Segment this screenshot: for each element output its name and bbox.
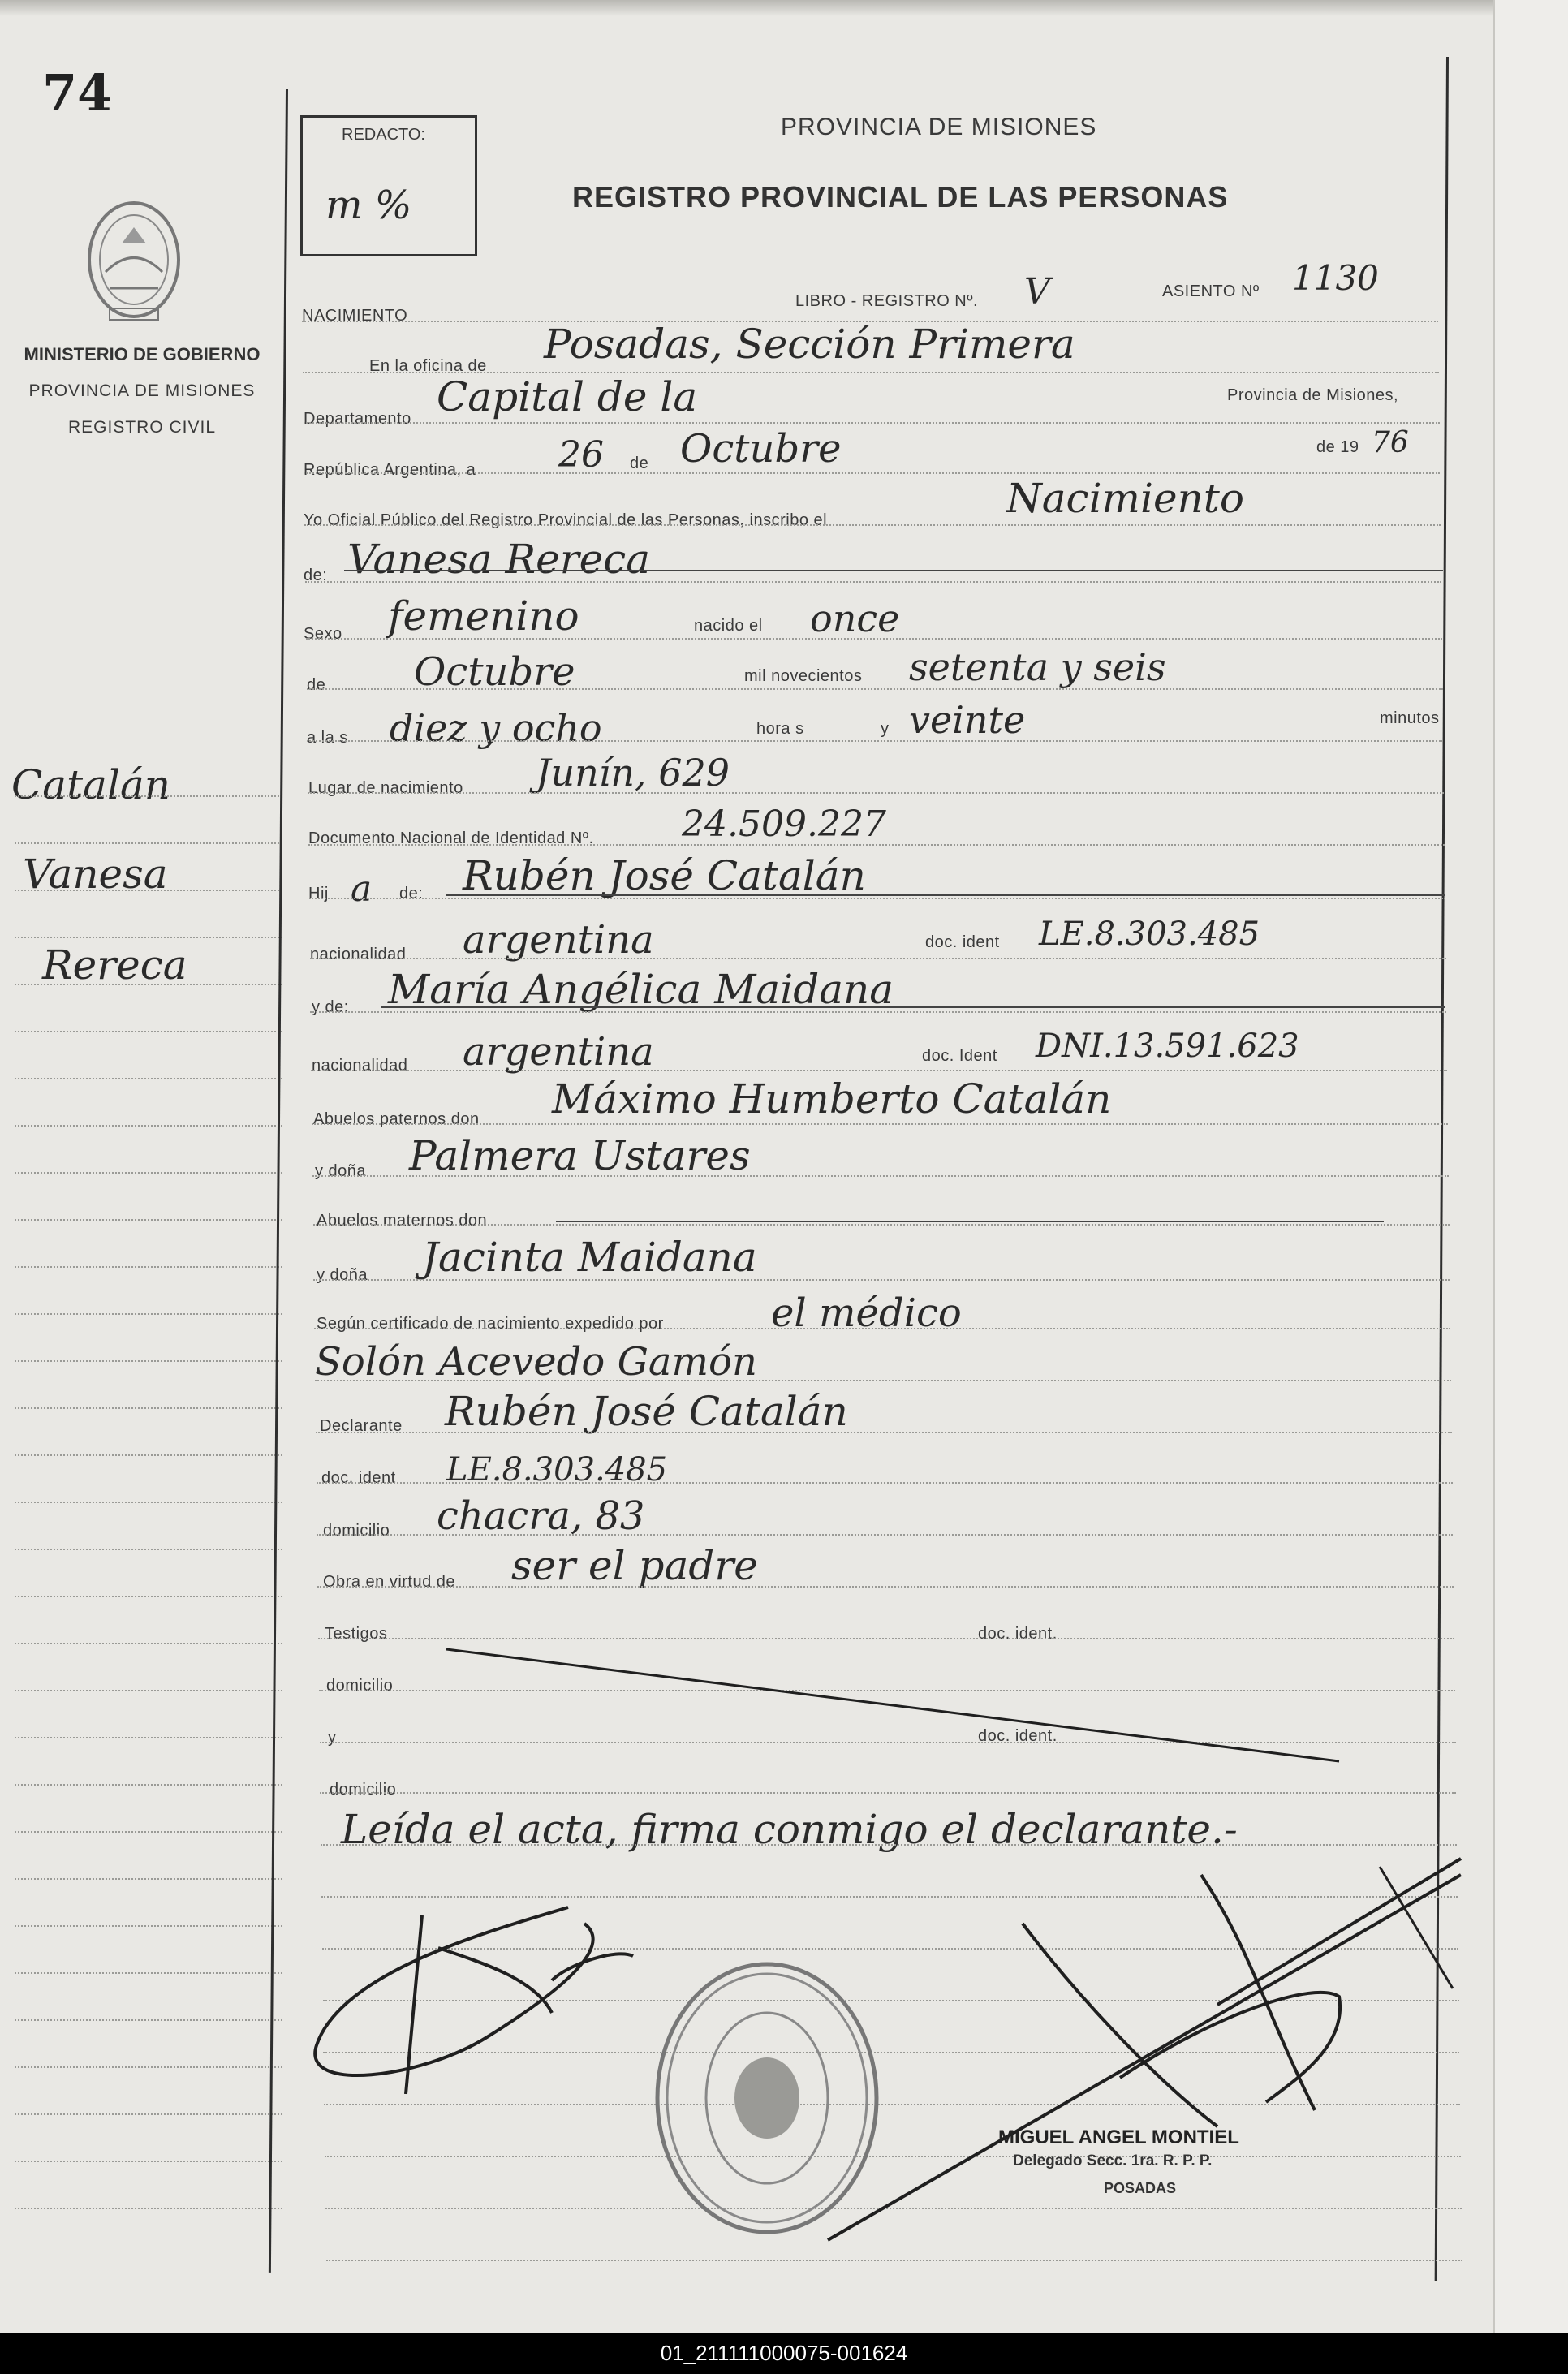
margin-name-second: Rereca [42, 941, 187, 989]
department-label: Departamento [304, 410, 411, 428]
mother-doc-value: DNI.13.591.623 [1036, 1028, 1299, 1065]
segun-value: el médico [771, 1290, 962, 1336]
domicilio-value: chacra, 83 [437, 1493, 645, 1539]
father-nationality-value: argentina [463, 917, 654, 963]
hour-value: diez y ocho [390, 706, 602, 750]
republic-label: República Argentina, a [304, 461, 476, 479]
office-label: En la oficina de [369, 357, 487, 375]
ministry-label: MINISTERIO DE GOBIERNO [24, 344, 261, 364]
dni-label: Documento Nacional de Identidad Nº. [308, 829, 594, 847]
de2-label: de: [304, 567, 328, 584]
father-nationality-label: nacionalidad [310, 946, 407, 963]
official-name: MIGUEL ANGEL MONTIEL [998, 2126, 1239, 2148]
redacto-initials: m % [325, 183, 412, 228]
y-label: y [881, 720, 890, 738]
department-value: Capital de la [437, 373, 698, 420]
declarante-doc-label: doc. ident [321, 1469, 396, 1487]
abuela-p-value: Palmera Ustares [409, 1132, 751, 1179]
doctor-value: Solón Acevedo Gamón [315, 1339, 757, 1385]
lugar-value: Junín, 629 [536, 751, 730, 795]
declarante-value: Rubén José Catalán [445, 1388, 848, 1435]
official-city: POSADAS [1104, 2180, 1177, 2196]
asiento-label: ASIENTO Nº [1162, 282, 1260, 300]
mil-value: setenta y seis [909, 645, 1166, 689]
margin-name-surname: Catalán [11, 761, 170, 808]
sexo-value: femenino [388, 592, 579, 640]
name-value: Vanesa Rereca [347, 536, 651, 583]
libro-label: LIBRO - REGISTRO Nº. [795, 292, 979, 310]
image-caption: 01_211111000075-001624 [0, 2333, 1568, 2374]
ydona-label: y doña [315, 1162, 367, 1180]
month-value: Octubre [680, 426, 842, 472]
registry-label: REGISTRO CIVIL [67, 418, 217, 437]
mother-value: María Angélica Maidana [388, 966, 894, 1013]
hij-value: a [351, 868, 373, 910]
rubber-stamp-seal [657, 1964, 877, 2232]
ydona2-label: y doña [317, 1266, 368, 1284]
margin-name-first: Vanesa [23, 851, 168, 898]
horas-label: hora s [756, 720, 804, 738]
year-value: 76 [1372, 426, 1409, 459]
testigos-strike-line [446, 1649, 1339, 1761]
minutes-value: veinte [909, 698, 1026, 742]
province-label: PROVINCIA DE MISIONES [28, 381, 256, 400]
abuelo-p-value: Máximo Humberto Catalán [552, 1075, 1112, 1122]
sexo-label: Sexo [304, 625, 342, 643]
mother-nationality-value: argentina [463, 1029, 654, 1075]
de-label: de [630, 455, 649, 472]
father-value: Rubén José Catalán [463, 852, 866, 899]
lugar-label: Lugar de nacimiento [308, 779, 463, 797]
province-of-label: Provincia de Misiones, [1227, 386, 1399, 404]
y2-label: y [328, 1729, 337, 1747]
domicilio3-label: domicilio [330, 1781, 397, 1799]
birth-month-value: Octubre [414, 649, 575, 695]
redacto-label: REDACTO: [342, 126, 425, 144]
closing-value: Leída el acta, firma conmigo el declarante.- [341, 1806, 1238, 1853]
yde-label: y de: [312, 998, 349, 1016]
page-number: 74 [42, 63, 113, 123]
nacido-label: nacido el [694, 617, 763, 635]
testigos-doc-label: doc. ident. [978, 1625, 1058, 1643]
asiento-value: 1130 [1292, 258, 1379, 298]
domicilio-label: domicilio [323, 1522, 390, 1540]
year-label: de 19 [1316, 438, 1359, 456]
declarante-label: Declarante [320, 1417, 403, 1435]
alas-label: a la s [307, 729, 348, 747]
abuelos-m-label: Abuelos maternos don [317, 1212, 488, 1230]
official-title: Delegado Secc. 1ra. R. P. P. [1013, 2152, 1213, 2169]
libro-value: V [1024, 271, 1050, 312]
testigos2-doc-label: doc. ident. [978, 1727, 1058, 1745]
minutos-label: minutos [1380, 709, 1440, 727]
domicilio2-label: domicilio [326, 1677, 394, 1695]
nacido-value: once [810, 597, 900, 640]
hij-label: Hij [308, 885, 329, 903]
obra-label: Obra en virtud de [323, 1573, 456, 1591]
obra-value: ser el padre [511, 1542, 758, 1589]
father-doc-value: LE.8.303.485 [1039, 916, 1260, 953]
mother-nationality-label: nacionalidad [312, 1057, 408, 1075]
office-value: Posadas, Sección Primera [544, 321, 1075, 368]
declarante-doc-value: LE.8.303.485 [446, 1451, 668, 1489]
mother-doc-label: doc. Ident [922, 1047, 997, 1065]
de3-label: de [307, 676, 326, 694]
officer-value: Nacimiento [1006, 475, 1244, 522]
abuelos-p-label: Abuelos paternos don [313, 1110, 480, 1128]
testigos-label: Testigos [325, 1625, 388, 1643]
nacimiento-label: NACIMIENTO [302, 307, 408, 325]
hij-de-label: de: [399, 885, 424, 903]
officer-text: Yo Oficial Público del Registro Provincial de las Personas, inscribo el [304, 511, 828, 529]
dni-value: 24.509.227 [682, 804, 886, 845]
mil-label: mil novecientos [744, 667, 863, 685]
header-province: PROVINCIA DE MISIONES [781, 114, 1097, 140]
header-title: REGISTRO PROVINCIAL DE LAS PERSONAS [572, 180, 1229, 213]
declarant-signature [315, 1907, 633, 2094]
father-doc-label: doc. ident [925, 933, 1000, 951]
day-value: 26 [558, 434, 604, 476]
abuela-m-value: Jacinta Maidana [422, 1234, 757, 1281]
segun-label: Según certificado de nacimiento expedido por [317, 1315, 664, 1333]
